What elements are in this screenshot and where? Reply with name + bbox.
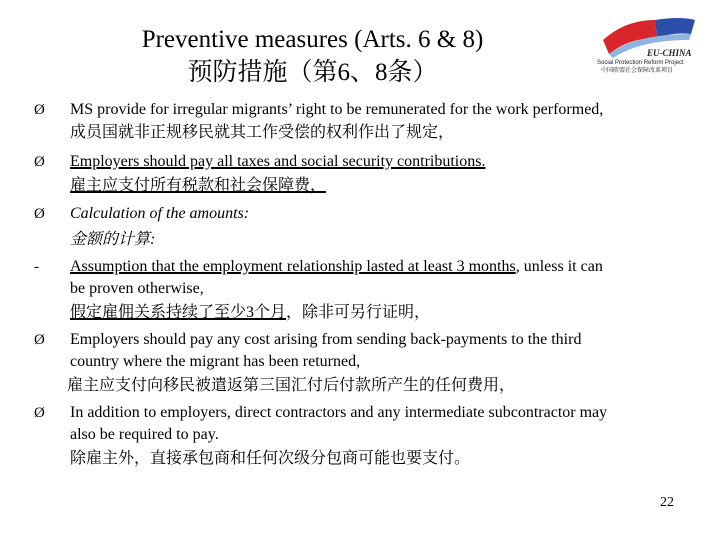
svg-text:中国欧盟社会保障改革项目: 中国欧盟社会保障改革项目 bbox=[601, 68, 674, 74]
title-en: Preventive measures (Arts. 6 & 8) bbox=[141, 26, 484, 53]
page-number: 22 bbox=[660, 495, 674, 510]
bullet-text: In addition to employers, direct contractors and any intermediate subcontractor may bbox=[70, 404, 608, 421]
bullet-text: MS provide for irregular migrants’ right to be remunerated for the work performed, bbox=[70, 101, 604, 118]
bullet-text-zh: 雇主应支付所有税款和社会保障费， bbox=[70, 177, 327, 194]
bullet-arrow-icon: Ø bbox=[34, 405, 45, 421]
bullet-text bbox=[70, 257, 603, 277]
bullet-arrow-icon: Ø bbox=[34, 206, 45, 222]
text-zh: ，除非可另行证明， bbox=[286, 304, 431, 321]
bullet-text-zh: 金额的计算: bbox=[70, 231, 156, 248]
bullet-text: Calculation of the amounts: bbox=[70, 205, 250, 222]
bullet-dash: - bbox=[34, 259, 39, 275]
bullet-text-zh: 除雇主外，直接承包商和任何次级分包商可能也要支付。 bbox=[70, 450, 471, 467]
bullet-text-cont: be proven otherwise, bbox=[70, 280, 204, 297]
logo-text: EU-CHINA bbox=[647, 48, 692, 58]
bullet-text: Employers should pay all taxes and social security contributions. bbox=[70, 153, 486, 170]
bullet-arrow-icon: Ø bbox=[34, 102, 45, 118]
bullet-text-cont: also be required to pay. bbox=[70, 426, 219, 443]
svg-text:Social Protection Reform Proje: Social Protection Reform Project bbox=[597, 60, 684, 66]
bullet-text: Employers should pay any cost arising from sending back-payments to the third bbox=[70, 331, 582, 348]
bullet-text-cont: country where the migrant has been returned, bbox=[70, 353, 361, 370]
title-zh: 预防措施（第6、8条） bbox=[187, 59, 438, 86]
bullet-text-zh: 成员国就非正规移民就其工作受偿的权利作出了规定， bbox=[70, 124, 455, 141]
bullet-arrow-icon: Ø bbox=[34, 332, 45, 348]
bullet-arrow-icon: Ø bbox=[34, 154, 45, 170]
text: , unless it can bbox=[515, 258, 603, 275]
bullet-text-zh: 雇主应支付向移民被遣返第三国汇付后付款所产生的任何费用， bbox=[67, 377, 516, 394]
underlined-text: Assumption that the employment relationship lasted at least 3 months bbox=[70, 258, 516, 275]
bullet-text-zh bbox=[70, 303, 430, 323]
underlined-text-zh: 假定雇佣关系持续了至少3个月 bbox=[70, 304, 287, 321]
eu-china-logo bbox=[595, 12, 700, 74]
